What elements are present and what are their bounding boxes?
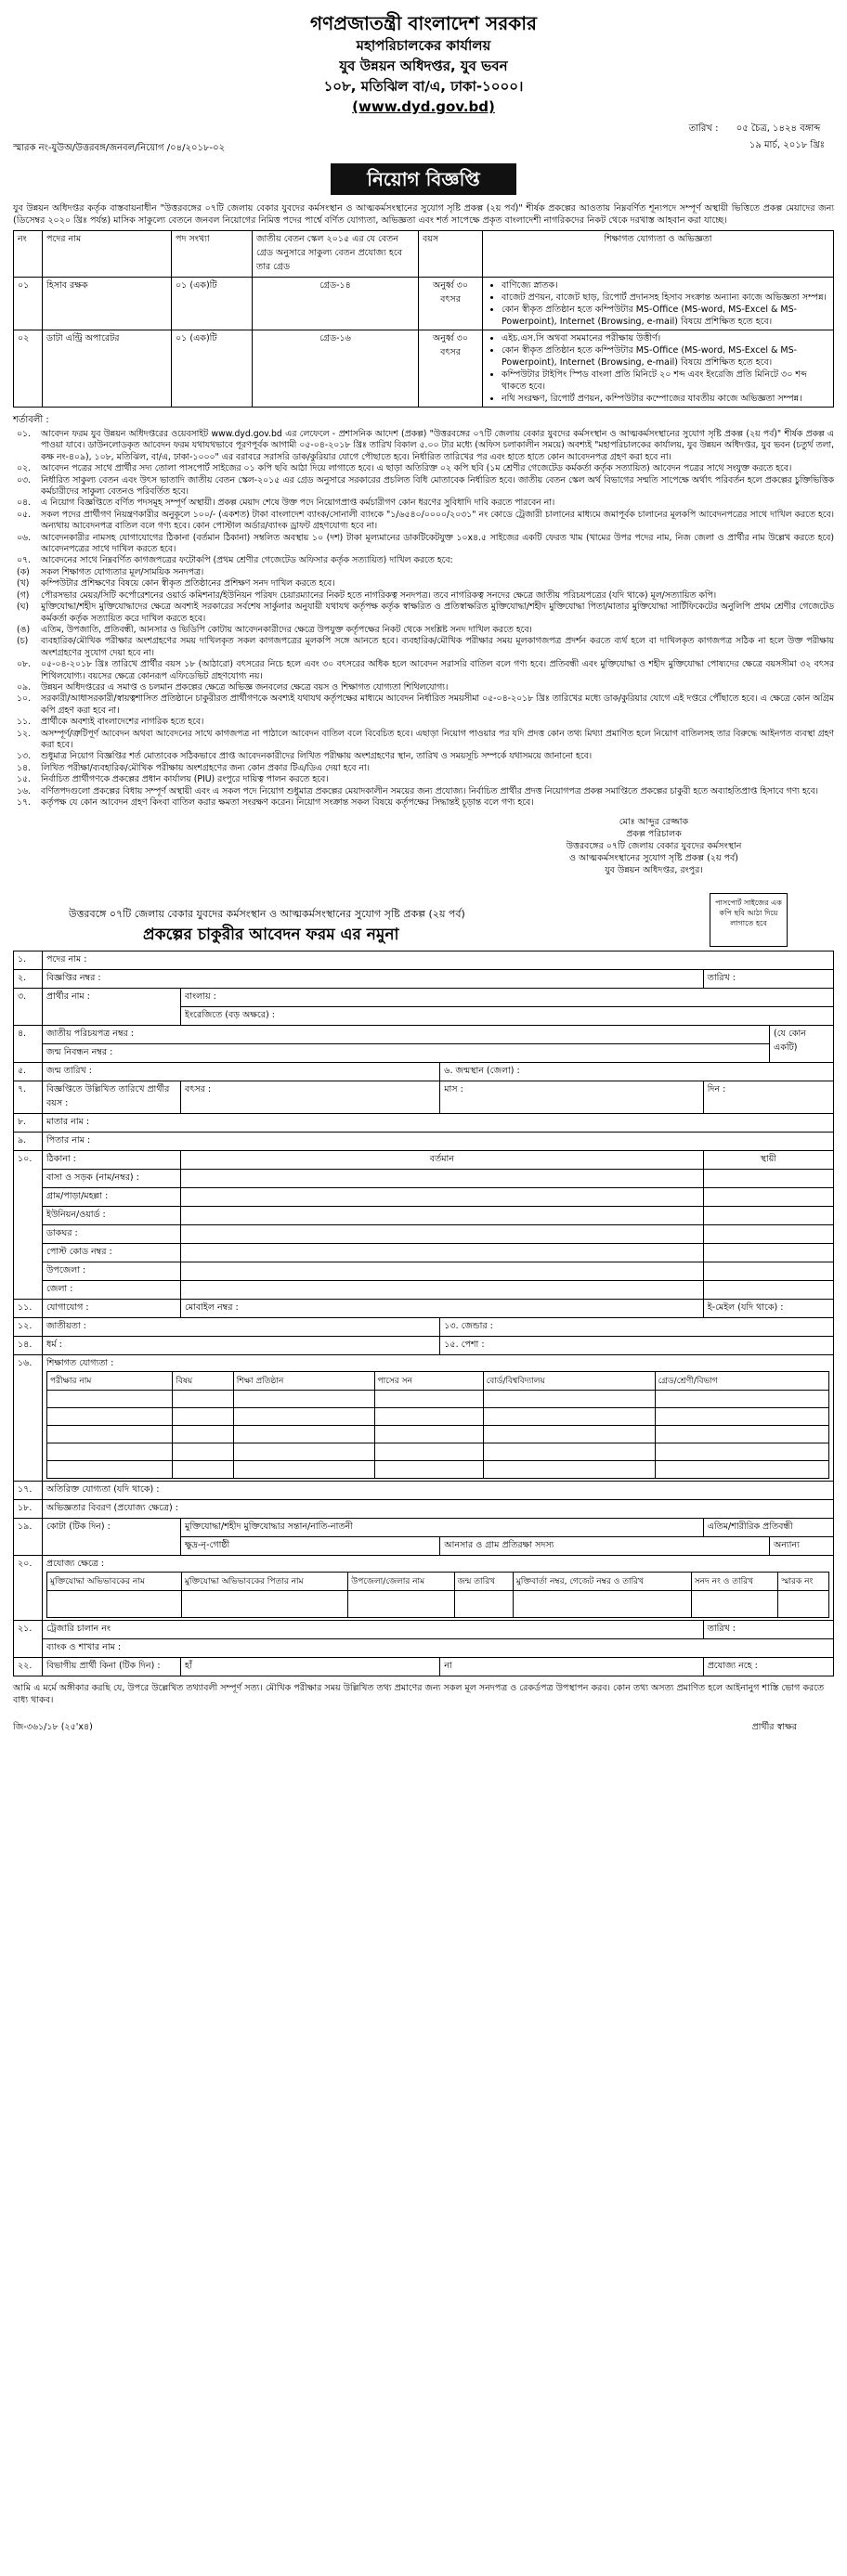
edu-row[interactable] bbox=[47, 1408, 829, 1426]
addr-permanent-input[interactable] bbox=[703, 1207, 833, 1225]
field-name-bangla[interactable] bbox=[181, 989, 834, 1007]
condition-text: প্রার্থীকে অবশ্যই বাংলাদেশের নাগরিক হতে হবে। bbox=[41, 717, 204, 728]
quota-label: অন্যান্য bbox=[774, 1540, 800, 1551]
condition-item bbox=[13, 717, 834, 728]
photo-box: পাসপোর্ট সাইজের এক কপি ছবি আঠা দিয়ে লাগাতে হবে bbox=[710, 893, 788, 947]
condition-number: ১২. bbox=[17, 728, 32, 739]
field-label: ইউনিয়ন/ওয়ার্ড : bbox=[43, 1207, 181, 1225]
ff-row[interactable] bbox=[47, 1591, 829, 1618]
condition-item bbox=[13, 567, 834, 578]
field-religion[interactable] bbox=[43, 1337, 440, 1355]
th-grade: জাতীয় বেতন স্কেল ২০১৫ এর যে বেতন গ্রেড অনুসারে সাকুল্য বেতন প্রযোজ্য হবে তার গ্রেড bbox=[253, 231, 419, 278]
condition-text: আবেদনের সাথে নিম্নবর্ণিত কাগজপত্রের ফটোকপি (প্রথম শ্রেণীর গেজেটেড অফিসার কর্তৃক সত্যায়িত) দাখিল করতে হবে: bbox=[41, 555, 453, 566]
quota-label: ক্ষুদ্র-নৃ-গোষ্ঠী bbox=[185, 1540, 230, 1551]
quota-freedom-fighter[interactable] bbox=[181, 1519, 704, 1537]
condition-text: ব্যবহারিক/মৌখিক পরীক্ষার অংশগ্রহণের সময় দাখিলকৃত সকল কাগজপত্রের মূলকপি সঙ্গে আনতে হবে। ব্যবহারিক/মৌখিক পরীক্ষার সময় মূলকাগজপত্র প্রদর্শন করতে ব্যর্থ হলে বা দাখিলকৃত কাগজপত্র সঠিক না হলে উক্ত পরীক্ষায় অংশগ্রহণের সুযোগ দেয়া হবে না। bbox=[41, 636, 834, 658]
condition-text: কম্পিউটার প্রশিক্ষণের বিষয়ে কোন স্বীকৃত প্রতিষ্ঠানের প্রশিক্ষণ সনদ দাখিল করতে হবে। bbox=[41, 578, 335, 589]
condition-number: ০৪. bbox=[17, 498, 32, 509]
condition-text: কর্তৃপক্ষ যে কোন আবেদন গ্রহণ কিংবা বাতিল করার ক্ষমতা সংরক্ষণ করেন। নিয়োগ সংক্রান্ত সকল বিষয়ে কর্তৃপক্ষের সিদ্ধান্তই চূড়ান্ত বলে গণ্য হবে। bbox=[41, 797, 534, 808]
field-label: ১৫. পেশা : bbox=[444, 1340, 485, 1351]
row-count: ০১ (এক)টি bbox=[172, 330, 253, 408]
date-label: তারিখ : bbox=[688, 123, 719, 134]
govt-name: গণপ্রজাতন্ত্রী বাংলাদেশ সরকার bbox=[310, 12, 537, 34]
field-label: জন্ম নিবন্ধন নম্বর : bbox=[46, 1047, 113, 1058]
condition-text: নির্ধারিত সাকুল্য বেতন এবং উৎস ভাতাদি জাতীয় বেতন স্কেল-২০১৫ এর গ্রেড অনুসারে সরকারের প্রচলিত বিধি মোতাবেক নির্ধারিত হবে। জাতীয় বেতন স্কেল অর্থ বিভাগের সম্মতি সাপেক্ষে অর্থাৎ পরিবর্তন হলে প্রকল্পের চুক্তিভিত্তিক কর্মচারীদের সাকুল্য বেতনও পরিবর্তিত হবে। bbox=[41, 474, 834, 498]
row-quals bbox=[483, 278, 834, 330]
field-num: ১২. bbox=[14, 1318, 43, 1337]
condition-number: (ঘ) bbox=[17, 602, 29, 613]
notice-banner: নিয়োগ বিজ্ঞপ্তি bbox=[331, 163, 516, 195]
addr-present-input[interactable] bbox=[181, 1262, 704, 1281]
th-quals: শিক্ষাগত যোগ্যতা ও অভিজ্ঞতা bbox=[483, 231, 834, 278]
table-row bbox=[14, 278, 834, 330]
edu-header: শিক্ষা প্রতিষ্ঠান bbox=[233, 1372, 374, 1391]
field-name-english[interactable] bbox=[181, 1007, 834, 1026]
row-age: অনুর্ধ্ব ৩০ বৎসর bbox=[419, 278, 483, 330]
addr-present-input[interactable] bbox=[181, 1170, 704, 1188]
edu-header: পাসের সন bbox=[374, 1372, 483, 1391]
field-num: ১৯. bbox=[14, 1519, 43, 1556]
condition-item bbox=[13, 602, 834, 625]
row-age: অনুর্ধ্ব ৩০ বৎসর bbox=[419, 330, 483, 408]
field-nid[interactable] bbox=[43, 1026, 770, 1044]
condition-item bbox=[13, 510, 834, 533]
option-not-applicable[interactable] bbox=[703, 1658, 833, 1676]
field-gender[interactable] bbox=[440, 1318, 834, 1337]
option-label: না bbox=[444, 1661, 452, 1672]
condition-number: ০৬. bbox=[17, 532, 32, 543]
ff-header: মুক্তিযোদ্ধা অভিভাবকের নাম bbox=[47, 1573, 182, 1591]
condition-number: ১৩. bbox=[17, 751, 32, 762]
condition-number: ১৬. bbox=[17, 785, 32, 796]
department-name: যুব উন্নয়ন অধিদপ্তর, যুব ভবন bbox=[339, 58, 508, 74]
row-quals bbox=[483, 330, 834, 408]
row-post: ডাটা এন্ট্রি অপারেটর bbox=[43, 330, 172, 408]
qual-item: • এইচ.এস.সি অথবা সমমানের পরীক্ষায় উত্তীর্ণ। bbox=[502, 332, 829, 344]
condition-text: আবেদন ফরম যুব উন্নয়ন অধিদপ্তরের ওয়েবসাইট www.dyd.gov.bd এর লেফেলে - প্রশাসনিক আদেশ (প্রকল্প) "উত্তরবঙ্গের ০৭টি জেলায় বেকার যুবদের কর্মসংস্থান ও আত্মকর্মসংস্থানের সুযোগ সৃষ্টি প্রকল্প (২য় পর্ব)" শীর্ষক প্রকল্প এ পাওয়া যাবে। ডাউনলোডকৃত আবেদন ফরম যথাযথভাবে পূরণপূর্বক আগামী ০৫-০৪-২০১৮ খ্রিঃ তারিখ বিকাল ৫.০০ টার মধ্যে (অফিস চলাকালীন সময়ে) অবশ্যই "মহাপরিচালকের কার্যালয়, যুব উন্নয়ন অধিদপ্তর, যুব ভবন (চতুর্থ তলা, কক্ষ নং-৪০৯), ১০৮, মতিঝিল, বা/এ, ঢাকা-১০০০" এর বরাবরে সরাসরি ডাক/কুরিয়ার যোগে পৌছাতে হবে। নির্ধারিত তারিখের পর এবং হাতে হাতে কোন আবেদনপত্র গ্রহণ করা হবে না। bbox=[41, 429, 834, 462]
condition-text: শুধুমাত্র নিয়োগ বিজ্ঞপ্তির শর্ত মোতাবেক সঠিকভাবে প্রাপ্ত আবেদনকারীদের লিখিত পরীক্ষায় অংশগ্রহণের স্থান, তারিখ ও সময়সূচি সম্পর্কে যথাসময়ে জানানো হবে। bbox=[41, 751, 593, 762]
field-label: পদের নাম : bbox=[46, 954, 87, 965]
education-section bbox=[43, 1355, 834, 1482]
row-no: ০১ bbox=[14, 278, 43, 330]
option-yes[interactable] bbox=[181, 1658, 440, 1676]
condition-text: অসম্পূর্ণ/ত্রুটিপূর্ণ আবেদন অথবা আবেদনের সাথে কাগজপত্র না পাঠালে আবেদন বাতিল বলে বিবেচিত হবে। এছাড়া নিয়োগ পাওয়ার পর যদি প্রদত্ত কোন তথ্য মিথ্যা প্রমাণিত হলে নিয়োগ বাতিলসহ তার বিরুদ্ধে আইনগত ব্যবস্থা গ্রহণ করা হবে। bbox=[41, 728, 834, 750]
condition-text: সকল পদের প্রার্থীগণ নিয়ন্ত্রণকারীর অনুকূলে ১০০/- (একশত) টাকা বাংলাদেশ ব্যাংক/সোনালী ব্যাংকে "১/৬৫৪০/০০০০/২০৩১" নং কোডে ট্রেজারী চালানের মাধ্যমে জমাপূর্বক চালানের মূলকপি আবেদনপত্রের সাথে দাখিল করতে হবে। অন্যথায় আবেদনপত্র বাতিল বলে গণ্য হবে। কোন পোস্টাল অর্ডার/ব্যাংক ড্রাফট গ্রহণযোগ্য হবে না। bbox=[41, 509, 834, 532]
field-label: বৎসর : bbox=[185, 1084, 212, 1095]
jobs-table bbox=[13, 230, 834, 408]
form-title: প্রকল্পের চাকুরীর আবেদন ফরম এর নমুনা bbox=[143, 926, 399, 945]
page bbox=[13, 11, 834, 1738]
addr-permanent-input[interactable] bbox=[703, 1244, 833, 1262]
freedom-fighter-table bbox=[46, 1572, 829, 1618]
condition-text: ০৫-০৪-২০১৮ খ্রিঃ তারিখে প্রার্থীর বয়স ১৮ (আঠারো) বৎসরের নিচে হলে এবং ৩০ বৎসরের অধিক হলে আবেদন সরাসরি বাতিল বলে গণ্য হবে। প্রতিবন্ধী এবং মুক্তিযোদ্ধা ও শহীদ মুক্তিযোদ্ধা পোষ্যদের ক্ষেত্রে বয়সসীমা ৩২ বৎসর শিথিলযোগ্য। বয়সের ক্ষেত্রে কোনরূপ এফিডেভিট গ্রহণযোগ্য নয়। bbox=[41, 659, 834, 681]
field-label: জেলা : bbox=[43, 1281, 181, 1300]
condition-text: বর্ণিতপদগুলো প্রকল্পের বিধায় সম্পূর্ণ অস্থায়ী এবং এ সকল পদে নিয়োগ শুধুমাত্র প্রকল্পের মেয়াদকালীন সময়ের জন্য প্রযোজ্য। নির্বাচিত প্রার্থীর প্রদত্ত নিয়োগপত্র প্রকল্প সমাপ্তিতে প্রকল্পের চাকুরী হতে অব্যাহতিপ্রাপ্ত হিসাবে গণ্য হবে। bbox=[41, 785, 818, 796]
addr-present-input[interactable] bbox=[181, 1225, 704, 1244]
field-label: তারিখ : bbox=[707, 1624, 736, 1635]
field-nationality[interactable] bbox=[43, 1318, 440, 1337]
condition-number: (খ) bbox=[17, 578, 30, 589]
option-label: প্রযোজ্য নহে : bbox=[707, 1661, 758, 1672]
option-no[interactable] bbox=[440, 1658, 703, 1676]
field-label: ডাকঘর : bbox=[43, 1225, 181, 1244]
th-post: পদের নাম bbox=[43, 231, 172, 278]
condition-item bbox=[13, 463, 834, 474]
condition-number: ১৭. bbox=[17, 797, 32, 808]
field-num: ৪. bbox=[14, 1026, 43, 1063]
row-grade: গ্রেড-১৬ bbox=[253, 330, 419, 408]
address: ১০৮, মতিঝিল বা/এ, ঢাকা-১০০০। bbox=[323, 78, 524, 95]
field-birth-reg[interactable] bbox=[43, 1044, 770, 1063]
field-label: পোস্ট কোড নম্বর : bbox=[43, 1244, 181, 1262]
edu-row[interactable] bbox=[47, 1461, 829, 1479]
quota-others[interactable] bbox=[770, 1537, 834, 1556]
quota-ethnic[interactable] bbox=[181, 1537, 440, 1556]
condition-item bbox=[13, 533, 834, 556]
website-link[interactable]: (www.dyd.gov.bd) bbox=[352, 98, 495, 115]
field-num: ৭. bbox=[14, 1081, 43, 1114]
form-project-line: উত্তরবঙ্গে ০৭টি জেলায় বেকার যুবদের কর্মসংস্থান ও আত্মকর্মসংস্থানের সুযোগ সৃষ্টি প্রকল্প (২য় পর্ব) bbox=[69, 908, 465, 921]
field-num: ১৬. bbox=[14, 1355, 43, 1482]
field-num: ১৮. bbox=[14, 1500, 43, 1519]
condition-text: লিখিত পরীক্ষা/ব্যবহারিক/মৌখিক পরীক্ষায় অংশগ্রহণের জন্য কোন প্রকার টিএ/ডিএ দেয়া হবে না। bbox=[41, 762, 370, 773]
field-label: উপজেলা : bbox=[43, 1262, 181, 1281]
print-code: জি-৩৬১/১৮ (২৫'x৪) bbox=[13, 1722, 93, 1733]
field-label: ঠিকানা : bbox=[43, 1151, 181, 1170]
condition-number: ১৪. bbox=[17, 762, 32, 773]
education-table bbox=[46, 1371, 829, 1479]
field-notice-number[interactable] bbox=[43, 970, 704, 989]
condition-item bbox=[13, 498, 834, 509]
condition-item bbox=[13, 763, 834, 774]
edu-row[interactable] bbox=[47, 1426, 829, 1443]
form-header bbox=[13, 899, 834, 951]
field-note: (যে কোন একটি) bbox=[770, 1026, 834, 1063]
field-label: মোবাইল নম্বর : bbox=[185, 1302, 239, 1314]
quota-orphan-disabled[interactable] bbox=[703, 1519, 833, 1537]
addr-permanent-input[interactable] bbox=[703, 1170, 833, 1188]
field-label: মাতার নাম : bbox=[46, 1117, 90, 1128]
condition-number: ০৫. bbox=[17, 509, 32, 520]
th-age: বয়স bbox=[419, 231, 483, 278]
field-label: প্রযোজ্য ক্ষেত্রে : bbox=[46, 1559, 104, 1570]
office-name: মহাপরিচালকের কার্যালয় bbox=[356, 37, 491, 54]
field-label: পিতার নাম : bbox=[46, 1135, 91, 1146]
condition-number: ০১. bbox=[17, 429, 32, 439]
field-age-days[interactable] bbox=[703, 1081, 833, 1114]
condition-item bbox=[13, 636, 834, 659]
field-occupation[interactable] bbox=[440, 1337, 834, 1355]
field-num: ১. bbox=[14, 951, 43, 970]
condition-text: উন্নয়ন অধিদপ্তরের এ সমাপ্ত ও চলমান প্রকল্পের ক্ষেত্রে অভিজ্ঞ জনবলের ক্ষেত্রে বয়স ও শিক্ষাগত যোগ্যতা শিথিলযোগ্য। bbox=[41, 681, 449, 693]
condition-number: ১১. bbox=[17, 717, 32, 728]
field-num: ২২. bbox=[14, 1658, 43, 1676]
condition-item bbox=[13, 475, 834, 498]
th-count: পদ সংখ্যা bbox=[172, 231, 253, 278]
field-experience[interactable] bbox=[43, 1500, 834, 1519]
field-num: ২০. bbox=[14, 1556, 43, 1621]
field-challan-date[interactable] bbox=[703, 1621, 833, 1639]
ff-header: জন্ম তারিখ bbox=[454, 1573, 513, 1591]
field-num: ১৪. bbox=[14, 1337, 43, 1355]
edu-header: বিষয় bbox=[173, 1372, 234, 1391]
signatory-name: মোঃ আব্দুর রেজ্জাক bbox=[619, 817, 689, 828]
condition-item bbox=[13, 774, 834, 785]
field-label: অতিরিক্ত যোগ্যতা (যদি থাকে) : bbox=[46, 1484, 160, 1495]
field-label: ৬. জন্মস্থান (জেলা) : bbox=[444, 1066, 520, 1077]
condition-item bbox=[13, 555, 834, 566]
field-email[interactable] bbox=[703, 1300, 833, 1318]
field-dob[interactable] bbox=[43, 1063, 440, 1081]
signatory-line: ও আত্মকর্মসংস্থানের সুযোগ সৃষ্টি প্রকল্প (২য় পর্ব) bbox=[568, 853, 739, 864]
field-extra-qual[interactable] bbox=[43, 1482, 834, 1500]
reference-row bbox=[13, 121, 834, 158]
letterhead bbox=[13, 11, 834, 117]
condition-text: পৌরসভার মেয়র/সিটি কর্পোরেশনের ওয়ার্ড কমিশনার/ইউনিয়ন পরিষদ চেয়ারম্যানের নিকট হতে নাগরিকত্ব সনদপত্র। তবে নাগরিকত্ব সনদের ক্ষেত্রে জাতীয় পরিচয়পত্রের (যদি থাকে) মূল/সত্যায়িত কপি। bbox=[41, 589, 717, 601]
condition-number: ১৫. bbox=[17, 774, 32, 785]
table-row bbox=[14, 330, 834, 408]
field-treasury-challan[interactable] bbox=[43, 1621, 704, 1639]
qual-item: • বাজেট প্রণয়ন, বাজেট ছাড়, রিপোর্ট প্রদানসহ হিসাব সংক্রান্ত অন্যান্য কাজে অভিজ্ঞতা সম্পন্ন। bbox=[502, 291, 829, 304]
field-num: ১১. bbox=[14, 1300, 43, 1318]
condition-number: ১০. bbox=[17, 693, 32, 705]
field-label: বাংলায় : bbox=[185, 991, 216, 1003]
field-num: ৩. bbox=[14, 989, 43, 1026]
field-num: ৯. bbox=[14, 1133, 43, 1151]
field-label: মাস : bbox=[444, 1084, 463, 1095]
condition-item bbox=[13, 578, 834, 589]
date-bengali: ০৫ চৈত্র, ১৪২৪ বঙ্গাব্দ bbox=[736, 123, 821, 134]
option-label: হাঁ bbox=[185, 1661, 192, 1672]
addr-present-input[interactable] bbox=[181, 1188, 704, 1207]
field-num: ২. bbox=[14, 970, 43, 989]
field-mobile[interactable] bbox=[181, 1300, 704, 1318]
field-birthplace[interactable] bbox=[440, 1063, 834, 1081]
field-label: ১৩. জেন্ডার : bbox=[444, 1321, 493, 1332]
date-block bbox=[689, 121, 825, 154]
condition-text: মুক্তিযোদ্ধা/শহীদ মুক্তিযোদ্ধাদের ক্ষেত্রে অবশ্যই সরকারের সর্বশেষ সার্কুলার অনুযায়ী যথাযথ কর্তৃপক্ষ কর্তৃক স্বাক্ষরিত ও প্রতিস্বাক্ষরিত মুক্তিযোদ্ধা/শহীদ মুক্তিযোদ্ধা পিতা/মাতার মুক্তিযোদ্ধা সার্টিফিকেটের অনুলিপি প্রথম শ্রেণীর গেজেটেড কর্মকর্তা কর্তৃক সত্যায়িত করে দাখিল করতে হবে। bbox=[41, 602, 834, 624]
condition-number: (ক) bbox=[17, 566, 30, 577]
quota-label: মুক্তিযোদ্ধা/শহীদ মুক্তিযোদ্ধার সন্তান/নাতি-নাতনী bbox=[185, 1521, 353, 1533]
signatory-line: উত্তরবঙ্গের ০৭টি জেলায় বেকার যুবদের কর্মসংস্থান bbox=[566, 841, 742, 852]
ff-header: মুক্তিবার্তা নম্বর, গেজেট নম্বর ও তারিখ bbox=[513, 1573, 691, 1591]
condition-number: (ঙ) bbox=[17, 624, 31, 635]
field-label: বিজ্ঞপ্তিতে উল্লিখিত তারিখে প্রার্থীর বয়স : bbox=[43, 1081, 181, 1114]
addr-permanent-input[interactable] bbox=[703, 1262, 833, 1281]
addr-permanent-input[interactable] bbox=[703, 1188, 833, 1207]
condition-text: এ নিয়োগ বিজ্ঞপ্তিতে বর্ণিত পদসমূহ সম্পূর্ণ অস্থায়ী। প্রকল্প মেয়াদ শেষে উক্ত পদে নিয়োগপ্রাপ্ত কর্মচারীগণ কোন ধরণের সুবিধাদি দাবি করতে পারবেন না। bbox=[41, 498, 555, 509]
signatory-title: প্রকল্প পরিচালক bbox=[626, 829, 682, 840]
row-grade: গ্রেড-১৪ bbox=[253, 278, 419, 330]
field-father-name[interactable] bbox=[43, 1133, 834, 1151]
row-no: ০২ bbox=[14, 330, 43, 408]
field-label: ধর্ম : bbox=[46, 1340, 62, 1351]
edu-row[interactable] bbox=[47, 1391, 829, 1408]
condition-text: সকল শিক্ষাগত যোগ্যতার মূল/সাময়িক সনদপত্র। bbox=[41, 566, 204, 577]
quota-label: আনসার ও গ্রাম প্রতিরক্ষা সদস্য bbox=[444, 1540, 554, 1551]
condition-item bbox=[13, 429, 834, 463]
signatory-line: যুব উন্নয়ন অধিদপ্তর, রংপুর। bbox=[605, 865, 703, 876]
condition-number: ০২. bbox=[17, 463, 32, 474]
ff-header: মুক্তিযোদ্ধা অভিভাবকের পিতার নাম bbox=[181, 1573, 347, 1591]
condition-item bbox=[13, 590, 834, 602]
row-count: ০১ (এক)টি bbox=[172, 278, 253, 330]
addr-permanent-input[interactable] bbox=[703, 1281, 833, 1300]
conditions-list bbox=[13, 429, 834, 809]
ff-header: স্মারক নং bbox=[778, 1573, 829, 1591]
field-label: বিজ্ঞপ্তির নম্বর : bbox=[46, 973, 101, 984]
field-mother-name[interactable] bbox=[43, 1114, 834, 1133]
condition-item bbox=[13, 751, 834, 762]
field-num: ১৭. bbox=[14, 1482, 43, 1500]
field-label: দিন : bbox=[707, 1084, 726, 1095]
addr-permanent-header: স্থায়ী bbox=[703, 1151, 833, 1170]
condition-text: এতিম, উপজাতি, প্রতিবন্ধী, আনসার ও ভিডিপি কোটায় আবেদনকারীদের ক্ষেত্রে উপযুক্ত কর্তৃপক্ষের নিকট থেকে সংশ্লিষ্ট সনদ দাখিল করতে হবে। bbox=[41, 624, 532, 635]
field-label: বাসা ও সড়ক (নাম/নম্বর) : bbox=[43, 1170, 181, 1188]
field-label: প্রার্থীর নাম : bbox=[43, 989, 181, 1026]
memo-number: স্মারক নং-যুউঅ/উত্তরবঙ্গ/জনবল/নিয়োগ /০৪/২০১৮-০২ bbox=[13, 143, 226, 153]
addr-present-input[interactable] bbox=[181, 1281, 704, 1300]
condition-text: সরকারী/আধাসরকারী/স্বায়ত্বশাসিত প্রতিষ্ঠানে চাকুরীরত প্রার্থীগণকে অবশ্যই যথাযথ কর্তৃপক্ষের মাধ্যমে আবেদন নির্ধারিত সময়সীমা ০৫-০৪-২০১৮ খ্রিঃ তারিখের মধ্যে ডাক/কুরিয়ার যোগে এই দপ্তরে পৌঁছাতে হবে। এ ক্ষেত্রে কোন অগ্রিম কপি গ্রহণ করা হবে না। bbox=[41, 693, 834, 716]
field-label: তারিখ : bbox=[707, 973, 736, 984]
field-bank-branch[interactable] bbox=[43, 1639, 834, 1658]
qual-item: • নথি সংরক্ষণ, রিপোর্ট প্রণয়ন, কম্পিউটার কম্পোজের যাবতীয় কাজে অভিজ্ঞতা সম্পন্ন। bbox=[502, 393, 829, 405]
condition-item bbox=[13, 693, 834, 717]
condition-number: ০৩. bbox=[17, 474, 32, 485]
addr-permanent-input[interactable] bbox=[703, 1225, 833, 1244]
condition-item bbox=[13, 729, 834, 752]
addr-present-header: বর্তমান bbox=[181, 1151, 704, 1170]
qual-item: • কোন স্বীকৃত প্রতিষ্ঠান হতে কম্পিউটার MS-Office (MS-word, MS-Excel & MS-Powerpoint), Internet (Browsing, e-mail) বিষয়ে প্রশিক্ষিত হতে হবে। bbox=[502, 304, 829, 328]
field-post-name[interactable] bbox=[43, 951, 834, 970]
edu-header: পরীক্ষার নাম bbox=[47, 1372, 173, 1391]
quota-ansar[interactable] bbox=[440, 1537, 770, 1556]
application-form bbox=[13, 951, 834, 1676]
date-english: ১৯ মার্চ, ২০১৮ খ্রিঃ bbox=[749, 140, 825, 150]
field-label: জাতীয়তা : bbox=[46, 1321, 86, 1332]
th-no: নং bbox=[14, 231, 43, 278]
addr-present-input[interactable] bbox=[181, 1244, 704, 1262]
condition-item bbox=[13, 682, 834, 693]
field-age-years[interactable] bbox=[181, 1081, 440, 1114]
field-label: জাতীয় পরিচয়পত্র নম্বর : bbox=[46, 1029, 134, 1040]
condition-item bbox=[13, 786, 834, 797]
condition-number: ০৮. bbox=[17, 659, 32, 670]
field-label: ব্যাংক ও শাখার নাম : bbox=[46, 1642, 122, 1653]
field-label: গ্রাম/পাড়া/মহল্লা : bbox=[43, 1188, 181, 1207]
form-footer bbox=[13, 1710, 834, 1738]
conditions-title: শর্তাবলী : bbox=[13, 415, 49, 425]
declaration-text: আমি এ মর্মে অঙ্গীকার করছি যে, উপরে উল্লেখিত তথ্যাবলী সম্পূর্ণ সত্য। মৌখিক পরীক্ষার সময় উল্লিখিত তথ্য প্রমাণের জন্য সকল মূল সনদপত্র ও রেকর্ডপত্র উপস্থাপন করব। কোন তথ্য অসত্য প্রমাণিত হলে আইনানুগ শাস্তি ভোগ করতে বাধ্য থাকব। bbox=[13, 1683, 825, 1706]
field-label: ইংরেজিতে (বড় অক্ষরে) : bbox=[185, 1010, 275, 1021]
condition-number: ০৭. bbox=[17, 555, 32, 566]
field-num: ৫. bbox=[14, 1063, 43, 1081]
field-label: শিক্ষাগত যোগ্যতা : bbox=[46, 1358, 114, 1369]
signature-block bbox=[496, 816, 812, 876]
field-label: জন্ম তারিখ : bbox=[46, 1066, 92, 1077]
condition-number: ০৯. bbox=[17, 681, 32, 693]
condition-text: আবেদনকারীর নামসহ যোগাযোগের ঠিকানা (বর্তমান ঠিকানা) সম্বলিত অবস্থায় ১০ (দশ) টাকা মূল্যমানের ডাকটিকেটযুক্ত ১০x৪.৫ সাইজের একটি ফেরত খাম (খামের উপর পদের নাম, নিজ জেলা ও প্রার্থীর নাম উল্লেখ করতে হবে) আবেদনপত্রের সাথে দাখিল করতে হবে। bbox=[41, 532, 834, 555]
field-num: ২১. bbox=[14, 1621, 43, 1658]
qual-item: • কম্পিউটার টাইপিং স্পিড বাংলা প্রতি মিনিটে ২০ শব্দ এবং ইংরেজি প্রতি মিনিটে ৩০ শব্দ থাকতে হবে। bbox=[502, 369, 829, 393]
addr-present-input[interactable] bbox=[181, 1207, 704, 1225]
condition-item bbox=[13, 625, 834, 636]
ff-header: সনদ নং ও তারিখ bbox=[691, 1573, 778, 1591]
qual-item: • কোন স্বীকৃত প্রতিষ্ঠান হতে কম্পিউটার MS-Office (MS-word, MS-Excel & MS-Powerpoint), Internet (Browsing, e-mail) বিষয়ে প্রশিক্ষিত হতে হবে। bbox=[502, 344, 829, 369]
edu-row[interactable] bbox=[47, 1443, 829, 1461]
field-age-months[interactable] bbox=[440, 1081, 703, 1114]
quota-label: এতিম/শারীরিক প্রতিবন্ধী bbox=[707, 1521, 793, 1533]
field-notice-date[interactable] bbox=[703, 970, 833, 989]
applicant-signature-label: প্রার্থীর স্বাক্ষর bbox=[751, 1722, 797, 1733]
field-label: অভিজ্ঞতার বিবরণ (প্রযোজ্য ক্ষেত্রে) : bbox=[46, 1503, 178, 1514]
condition-number: (গ) bbox=[17, 589, 30, 601]
qual-item: • বাণিজ্যে স্নাতক। bbox=[502, 279, 829, 291]
field-label: ট্রেজারি চালান নং bbox=[46, 1624, 111, 1635]
edu-header: গ্রেড/শ্রেণী/বিভাগ bbox=[655, 1372, 828, 1391]
intro-paragraph: যুব উন্নয়ন অধিদপ্তর কর্তৃক বাস্তবায়নাধীন "উত্তরবঙ্গের ০৭টি জেলায় বেকার যুবদের কর্মসংস্থান ও আত্মকর্মসংস্থানের সুযোগ সৃষ্টি প্রকল্প (২য় পর্ব)" শীর্ষক প্রকল্পের আওতায় নিম্নবর্ণিত শূন্যপদে সম্পূর্ণ অস্থায়ী ভিত্তিতে প্রকল্প মেয়াদের জন্য (ডিসেম্বর ২০২০ খ্রিঃ পর্যন্ত) মাসিক সাকুল্যে বেতনে জনবল নিয়োগের নিমিত্ত পদের পার্শ্বে বর্ণিত যোগ্যতা, অভিজ্ঞতা এবং শর্ত সাপেক্ষে প্রকৃত বাংলাদেশী নাগরিকদের নিকট থেকে দরখাস্ত আহবান করা যাচ্ছে। bbox=[13, 203, 834, 226]
field-num: ১০. bbox=[14, 1151, 43, 1300]
condition-item bbox=[13, 659, 834, 682]
field-label: যোগাযোগ : bbox=[43, 1300, 181, 1318]
field-label: বিভাগীয় প্রার্থী কিনা (টিক দিন) : bbox=[43, 1658, 181, 1676]
condition-text: নির্বাচিত প্রার্থীগণকে প্রকল্পের প্রধান কার্যালয় (PIU) রংপুরে দায়িত্ব পালন করতে হবে। bbox=[41, 774, 329, 785]
field-num: ৮. bbox=[14, 1114, 43, 1133]
edu-header: বোর্ড/বিশ্ববিদ্যালয় bbox=[483, 1372, 655, 1391]
row-post: হিসাব রক্ষক bbox=[43, 278, 172, 330]
applicable-section bbox=[43, 1556, 834, 1621]
condition-number: (চ) bbox=[17, 636, 29, 647]
field-label: কোটা (টিক দিন) : bbox=[43, 1519, 181, 1556]
condition-item bbox=[13, 797, 834, 809]
ff-header: উপজেলা/জেলার নাম bbox=[348, 1573, 454, 1591]
field-label: ই-মেইল (যদি থাকে) : bbox=[707, 1302, 784, 1314]
condition-text: আবেদন পত্রের সাথে প্রার্থীর সদ্য তোলা পাসপোর্ট সাইজের ০১ কপি ছবি আঠা দিয়ে লাগাতে হবে। এ ছাড়া অতিরিক্ত ০২ কপি ছবি (১ম শ্রেণীর গেজেটেড কর্মকর্তা কর্তৃক সত্যায়িত) আবেদন পত্রের সাথে সংযুক্ত করতে হবে। bbox=[41, 463, 792, 474]
